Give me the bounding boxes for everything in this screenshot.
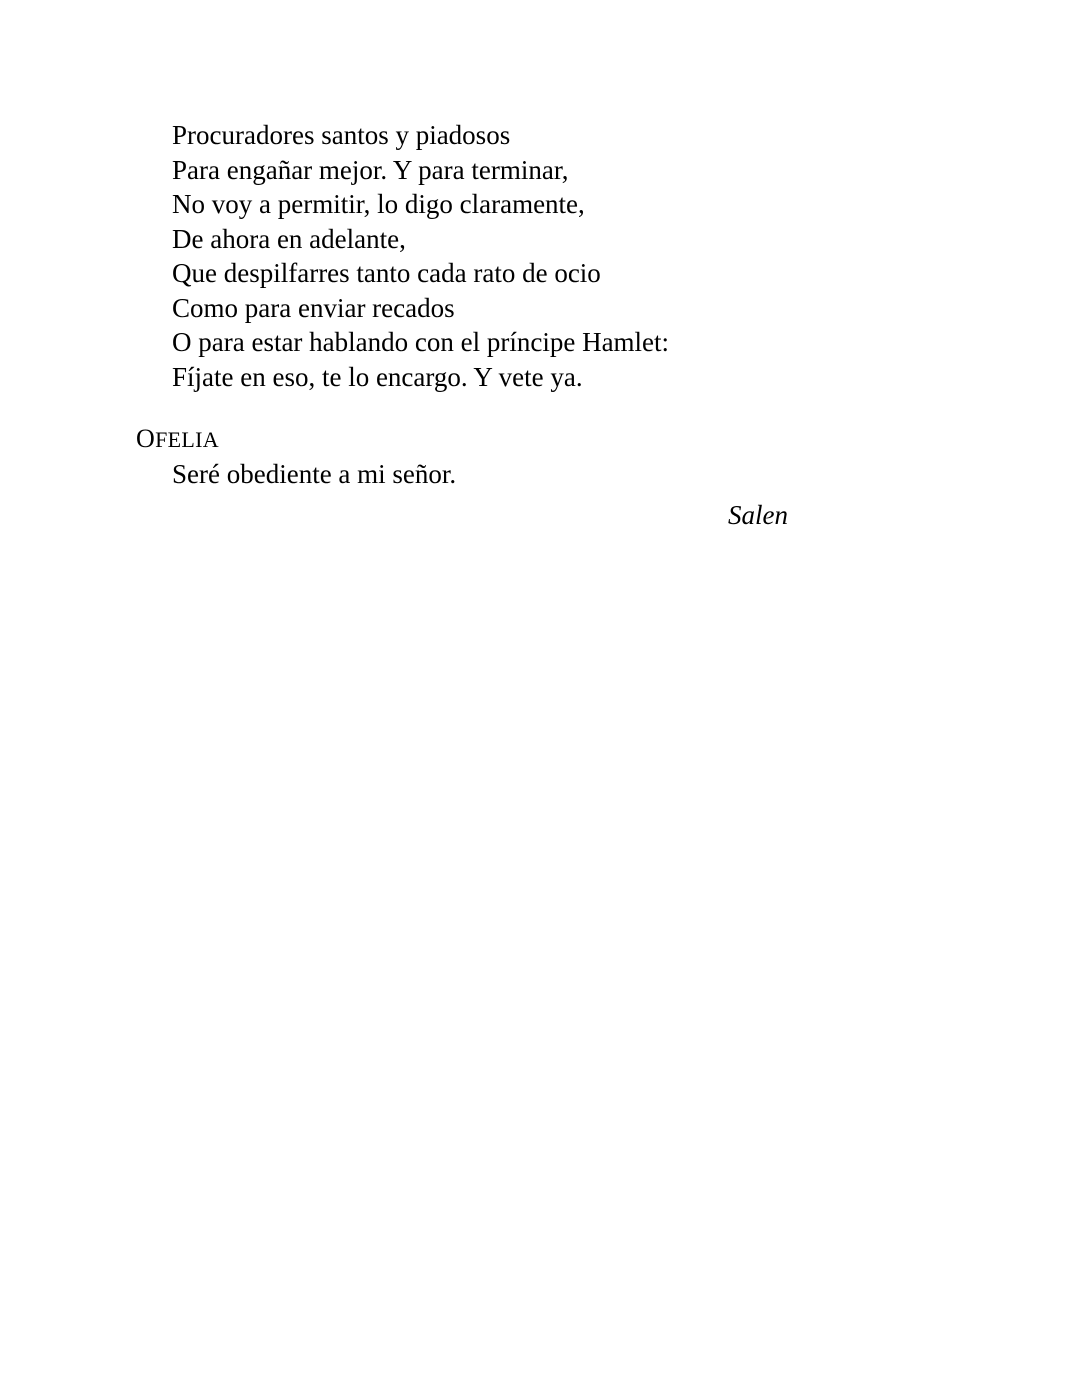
- verse-block: [120, 118, 960, 394]
- speaker-name: [120, 424, 960, 455]
- verse-line: Fíjate en eso, te lo encargo. Y vete ya.: [172, 361, 583, 392]
- verse-line: Procuradores santos y piadosos: [172, 120, 511, 150]
- speaker-initial: O: [136, 424, 156, 453]
- verse-line: Que despilfarres tanto cada rato de ocio: [172, 258, 601, 288]
- verse-line: O para estar hablando con el príncipe Hamlet:: [172, 327, 670, 357]
- speech-line: Seré obediente a mi señor.: [172, 459, 457, 489]
- verse-line: Como para enviar recados: [172, 292, 455, 323]
- speaker-rest: FELIA: [155, 427, 219, 452]
- verse-line: No voy a permitir, lo digo claramente,: [172, 189, 585, 219]
- verse-line: Para engañar mejor. Y para terminar,: [172, 154, 569, 185]
- verse-line: De ahora en adelante,: [172, 223, 406, 254]
- stage-direction: Salen: [728, 499, 788, 530]
